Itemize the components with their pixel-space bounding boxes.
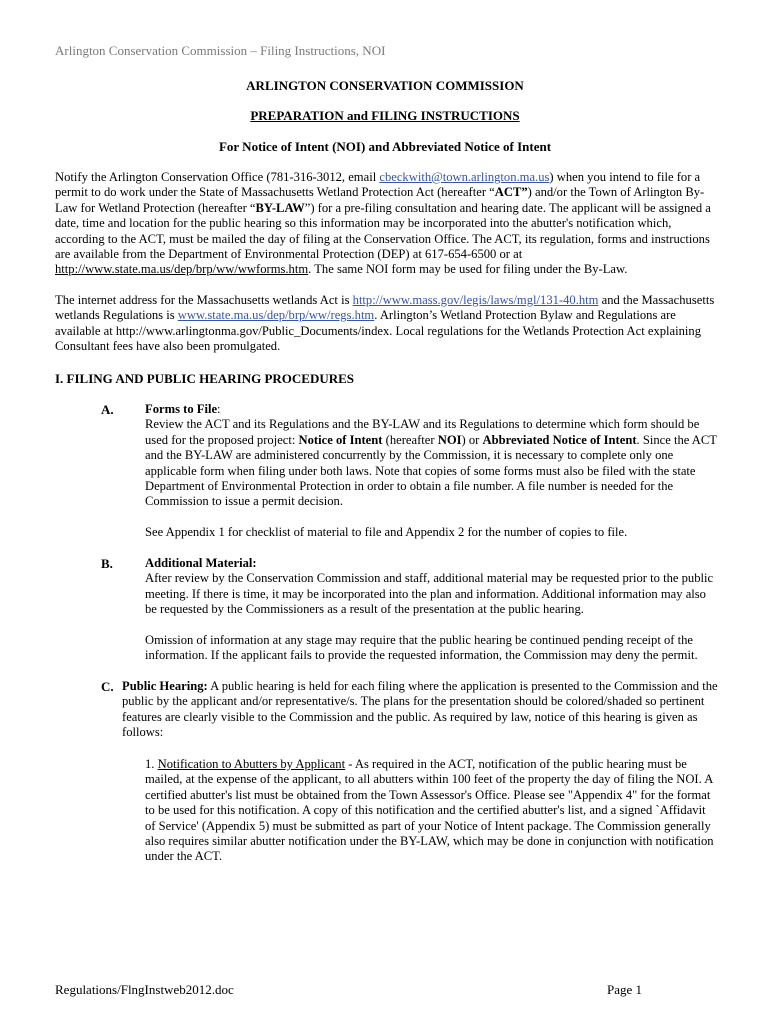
item-c-body: Public Hearing: A public hearing is held for each filing where the application is presented to the Commission and the public by the applicant and/or representative/s. The plans for the presentation should be colored/shaded so pertinent features are clearly visible to the Commission and the public. As required by law, notice of this hearing is given as follows: — [122, 679, 718, 740]
item-a-body: Forms to File: Review the ACT and its Regulations and the BY-LAW and its Regulations to determine which form should be used for the proposed project: Notice of Intent (hereafter NOI) or Abbreviated Notice of Intent. Since the ACT and the BY-LAW are administered concurrently by the Commission, it is necessary to complete only one applicable form when filing under both laws. Note that copies of some forms must also be filed with the state Department of Environmental Protection in order to obtain a file number. A file number is needed for the Commission to issue a permit decision. — [145, 402, 717, 509]
running-header: Arlington Conservation Commission – Filing Instructions, NOI — [55, 43, 386, 58]
item-c-label: C. — [101, 679, 114, 694]
internet-paragraph: The internet address for the Massachusetts wetlands Act is http://www.mass.gov/legis/laws/mgl/131-40.htm and the Massachusetts wetlands Regulations is www.state.ma.us/dep/brp/ww/regs.htm. Arlington’s Wetland Protection Bylaw and Regulations are available at http://www.arlingtonma.gov/Public_Documents/index. Local regulations for the Wetlands Protection Act explaining Consultant fees have also been promulgated. — [55, 293, 715, 354]
intro-paragraph: Notify the Arlington Conservation Office (781-316-3012, email cbeckwith@town.arlington.ma.us) when you intend to file for a permit to do work under the State of Massachusetts Wetland Protection Act (hereafter “ACT”) and/or the Town of Arlington By-Law for Wetland Protection (hereafter “BY-LAW”) for a pre-filing consultation and hearing date. The applicant will be assigned a date, time and location for the public hearing so this information may be incorporated into the abutter's notification which, according to the ACT, must be mailed the day of filing at the Conservation Office. The ACT, its regulation, forms and instructions are available from the Department of Environmental Protection (DEP) at 617-654-6500 or at http://www.state.ma.us/dep/brp/ww/wwforms.htm. The same NOI form may be used for filing under the By-Law. — [55, 170, 711, 277]
footer-filename: Regulations/FlngInstweb2012.doc — [55, 982, 234, 997]
item-a-appendix: See Appendix 1 for checklist of material to file and Appendix 2 for the number of copies to file. — [145, 525, 628, 539]
section-heading: I. FILING AND PUBLIC HEARING PROCEDURES — [55, 371, 355, 386]
mgl-link[interactable]: http://www.mass.gov/legis/laws/mgl/131-40.htm — [352, 293, 599, 307]
email-link[interactable]: cbeckwith@town.arlington.ma.us — [379, 170, 550, 184]
item-a-label: A. — [101, 402, 114, 417]
item-b-omission: Omission of information at any stage may require that the public hearing be continued pending receipt of the information. If the applicant fails to provide the requested information, the Commission may deny the permit. — [145, 633, 698, 663]
doc-title: PREPARATION and FILING INSTRUCTIONS — [250, 108, 520, 123]
org-title: ARLINGTON CONSERVATION COMMISSION — [246, 78, 524, 93]
item-a-title: Forms to File — [145, 402, 218, 416]
item-c-title: Public Hearing: — [122, 679, 208, 693]
regs-link[interactable]: www.state.ma.us/dep/brp/ww/regs.htm — [177, 308, 375, 323]
page-number: Page 1 — [607, 982, 643, 997]
abutter-notification: 1. Notification to Abutters by Applicant - As required in the ACT, notification of the public hearing must be mailed, at the expense of the applicant, to all abutters within 100 feet of the property the day of filing the NOI. A certified abutter's list must be obtained from the Town Assessor's Office. Please see "Appendix 4" for the format to be used for this notification. A copy of this notification and the certified abutter's list, and a signed `Affidavit of Service' (Appendix 5) must be submitted as part of your Notice of Intent package. The Commission generally also requires similar abutter notification under the BY-LAW, which may be done in conjunction with notification under the ACT. — [145, 757, 714, 864]
doc-subtitle: For Notice of Intent (NOI) and Abbreviated Notice of Intent — [218, 139, 552, 154]
abutter-notification-title: Notification to Abutters by Applicant — [157, 757, 346, 771]
dep-forms-link[interactable]: http://www.state.ma.us/dep/brp/ww/wwforms.htm — [55, 262, 309, 277]
item-b-body: Additional Material: After review by the Conservation Commission and staff, additional material may be requested prior to the public meeting. If there is time, it may be incorporated into the plan and information. Additional information may also be requested by the Commissioners as a result of the presentation at the public hearing. — [145, 556, 714, 617]
item-b-label: B. — [101, 556, 113, 571]
item-b-title: Additional Material: — [145, 556, 257, 570]
